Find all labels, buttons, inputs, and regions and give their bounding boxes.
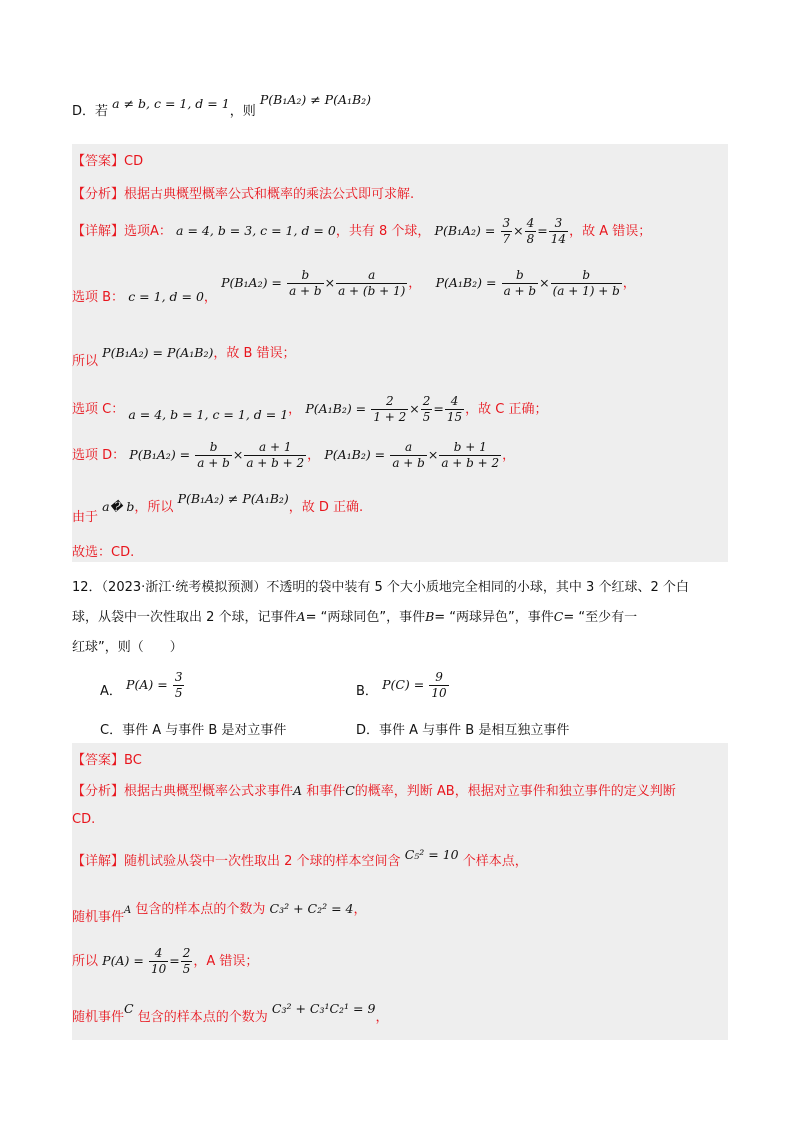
since-expression: a� b bbox=[102, 499, 135, 514]
analysis-2: 【分析】根据古典概型概率公式求事件A 和事件C的概率，判断 AB，根据对立事件和独立事件的定义判断 bbox=[72, 783, 676, 799]
detail-prefix: 【详解】选项A： bbox=[72, 224, 172, 239]
option-a-lhs: P(B₁A₂) = bbox=[434, 223, 496, 238]
option-c-lhs: P(A₁B₂) = bbox=[305, 401, 367, 416]
fraction: $\frac{3}{7}$ bbox=[502, 216, 511, 246]
option-12b[interactable]: B． P(C) = $\frac{9}{10}$ bbox=[356, 670, 447, 700]
option-d-lhs-2: P(A₁B₂) = bbox=[324, 447, 386, 462]
fraction: $\frac{4}{10}$ bbox=[150, 946, 167, 976]
answer-2: 【答案】BC bbox=[72, 753, 142, 768]
option-12c[interactable]: C．事件 A 与事件 B 是对立事件 bbox=[100, 723, 287, 738]
detail-option-c: 选项 C： a = 4, b = 1, c = 1, d = 1， P(A₁B₂) = $\frac{2}{1 + 2}$ × $\frac{2}{5}$ = $\frac{4}{15}$ ，故 C 正确； bbox=[72, 394, 548, 424]
analysis-2-line-2: CD. bbox=[72, 812, 96, 827]
since-line bbox=[72, 491, 364, 525]
question-12-line-3: 红球”，则（ ） bbox=[72, 640, 183, 655]
so-a-line: 所以 P(A) = $\frac{4}{10}$ = $\frac{2}{5}$ ，A 错误； bbox=[72, 946, 259, 976]
fraction: $\frac{b + 1}{a + b + 2}$ bbox=[441, 440, 500, 470]
detail-option-b: 选项 B： c = 1, d = 0， P(B₁A₂) = $\frac{b}{a + b}$ × $\frac{a}{a + (b + 1)}$ ， P(A₁B₂) = $\frac{b}{a + b}$ × $\frac{b}{(a + 1) + b}$ ， bbox=[72, 268, 636, 305]
event-c-count: 随机事件C 包含的样本点的个数为 C₃² + C₃¹C₂¹ = 9， bbox=[72, 1001, 389, 1025]
question-12-line-1: 12．（2023·浙江·统考模拟预测）不透明的袋中装有 5 个大小质地完全相同的小球，其中 3 个红球、2 个白 bbox=[72, 580, 689, 595]
conclusion-1: 故选：CD. bbox=[72, 545, 135, 560]
fraction: $\frac{a + 1}{a + b + 2}$ bbox=[246, 440, 305, 470]
so-b-end: ，故 B 错误； bbox=[213, 346, 296, 361]
so-b-prefix: 所以 bbox=[72, 354, 99, 369]
fraction: $\frac{3}{14}$ bbox=[550, 216, 567, 246]
option-b-lhs-2: P(A₁B₂) = bbox=[435, 275, 497, 290]
option-c-condition: a = 4, b = 1, c = 1, d = 1 bbox=[128, 407, 289, 422]
answer-1: 【答案】CD bbox=[72, 154, 144, 169]
option-12a[interactable]: A． P(A) = $\frac{3}{5}$ bbox=[100, 670, 183, 700]
option-a-end: ，故 A 错误； bbox=[569, 224, 652, 239]
fraction: $\frac{b}{(a + 1) + b}$ bbox=[552, 268, 620, 298]
event-a-expression: C₃² + C₂² = 4 bbox=[269, 901, 354, 916]
option-b-lhs-1: P(B₁A₂) = bbox=[221, 275, 282, 290]
option-b-condition: c = 1, d = 0 bbox=[128, 289, 204, 304]
event-b-symbol: B bbox=[425, 609, 435, 624]
so-b-expression: P(B₁A₂) = P(A₁B₂) bbox=[102, 345, 214, 360]
option-a-condition: a = 4, b = 3, c = 1, d = 0 bbox=[176, 223, 336, 238]
fraction: $\frac{2}{5}$ bbox=[182, 946, 191, 976]
detail-option-a: 【详解】选项A： a = 4, b = 3, c = 1, d = 0，共有 8 个球， P(B₁A₂) = $\frac{3}{7}$ × $\frac{4}{8}$ = $\frac{3}{14}$ ，故 A 错误； bbox=[72, 216, 652, 246]
analysis-1: 【分析】根据古典概型概率公式和概率的乘法公式即可求解. bbox=[72, 187, 415, 202]
fraction: $\frac{b}{a + b}$ bbox=[289, 268, 322, 298]
option-d-prefix: 选项 D： bbox=[72, 448, 126, 463]
detail-option-d: 选项 D： P(B₁A₂) = $\frac{b}{a + b}$ × $\frac{a + 1}{a + b + 2}$ ， P(A₁B₂) = $\frac{a}{a + b}$ × $\frac{b + 1}{a + b + 2}$ ， bbox=[72, 440, 516, 470]
option-c-end: ，故 C 正确； bbox=[465, 402, 548, 417]
option-d-lhs-1: P(B₁A₂) = bbox=[129, 447, 191, 462]
fraction: $\frac{b}{a + b}$ bbox=[197, 440, 230, 470]
so-b-line bbox=[72, 342, 296, 369]
option-d-line bbox=[72, 92, 372, 119]
option-12d[interactable]: D．事件 A 与事件 B 是相互独立事件 bbox=[356, 723, 570, 738]
fraction: $\frac{2}{5}$ bbox=[422, 394, 431, 424]
fraction: $\frac{4}{15}$ bbox=[446, 394, 463, 424]
since-prefix: 由于 bbox=[72, 510, 99, 525]
fraction: $\frac{a}{a + b}$ bbox=[392, 440, 425, 470]
question-12-line-2: 球，从袋中一次性取出 2 个球，记事件A= “两球同色”，事件B= “两球异色”，事件C= “至少有一 bbox=[72, 609, 638, 625]
option-d-expression: P(B₁A₂) ≠ P(A₁B₂) bbox=[259, 92, 372, 107]
fraction: $\frac{4}{8}$ bbox=[526, 216, 535, 246]
fraction: $\frac{b}{a + b}$ bbox=[503, 268, 537, 298]
fraction: $\frac{3}{5}$ bbox=[174, 670, 183, 700]
event-c-symbol: C bbox=[553, 609, 564, 624]
detail-2: 【详解】随机试验从袋中一次性取出 2 个球的样本空间含 C₅² = 10 个样本点， bbox=[72, 847, 528, 869]
option-c-prefix: 选项 C： bbox=[72, 402, 125, 417]
event-c-expression: C₃² + C₃¹C₂¹ = 9 bbox=[271, 1001, 376, 1016]
since-expression-2: P(B₁A₂) ≠ P(A₁B₂) bbox=[177, 491, 289, 506]
fraction: $\frac{2}{1 + 2}$ bbox=[373, 394, 407, 424]
option-b-prefix: 选项 B： bbox=[72, 290, 125, 305]
option-d-condition: a ≠ b, c = 1, d = 1 bbox=[112, 96, 230, 111]
fraction: $\frac{9}{10}$ bbox=[431, 670, 447, 700]
sample-space-expression: C₅² = 10 bbox=[404, 847, 459, 862]
since-end: ，故 D 正确. bbox=[288, 500, 364, 515]
event-a-count: 随机事件A 包含的样本点的个数为 C₃² + C₂² = 4， bbox=[72, 901, 367, 925]
fraction: $\frac{a}{a + (b + 1)}$ bbox=[338, 268, 406, 298]
option-d-then: ，则 bbox=[229, 104, 256, 119]
option-d-label: D．若 bbox=[72, 104, 109, 119]
since-mid: ，所以 bbox=[134, 500, 174, 515]
event-a-symbol: A bbox=[296, 609, 306, 624]
option-a-mid: ，共有 8 个球， bbox=[335, 224, 431, 239]
